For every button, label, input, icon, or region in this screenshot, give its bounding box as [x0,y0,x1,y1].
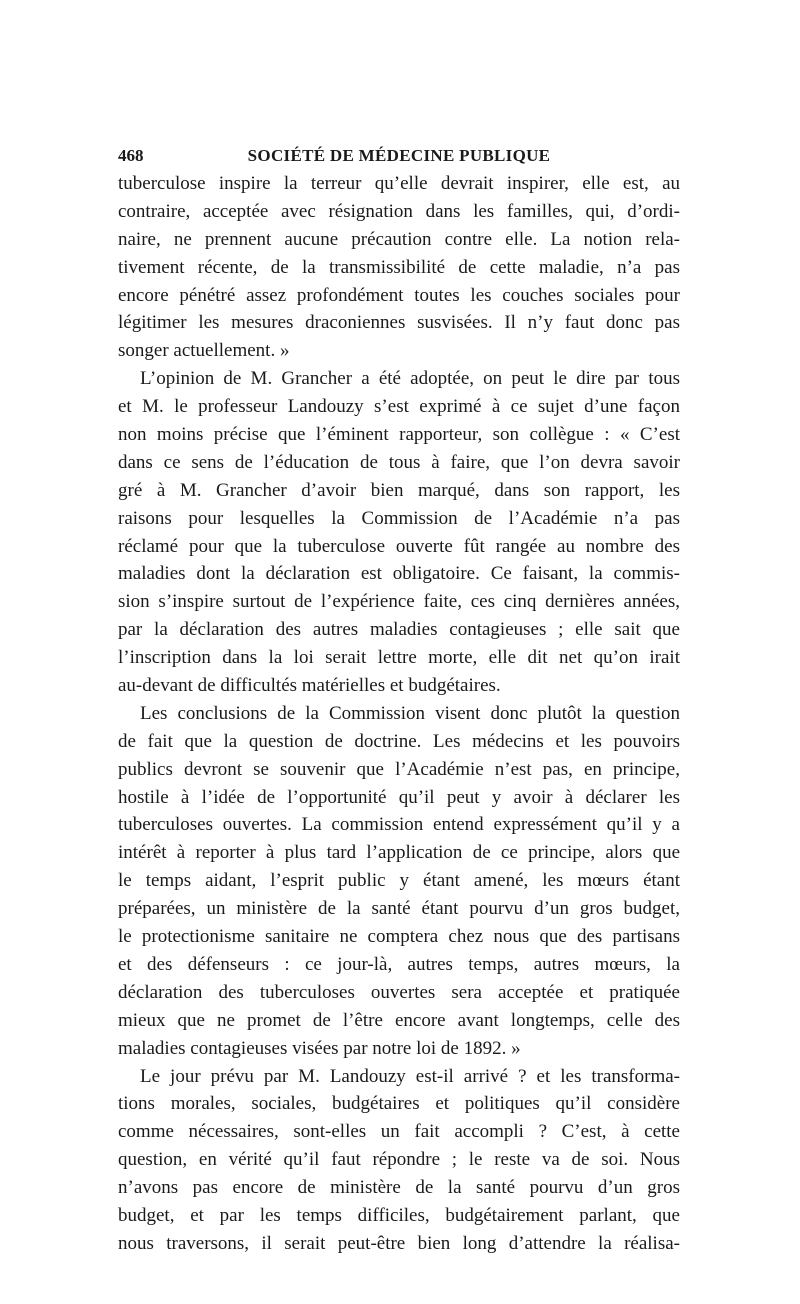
body-text [118,170,680,1258]
text-line: au-devant de difficultés matérielles et budgétaires. [118,675,501,697]
paragraph [118,700,680,1063]
text-line: réclamé pour que la tuberculose ouverte fût rangée au nombre des [118,535,680,557]
text-line: le protectionisme sanitaire ne comptera chez nous que des partisans [118,926,680,948]
text-line: encore pénétré assez profondément toutes les couches sociales pour [118,284,680,306]
text-line: légitimer les mesures draconiennes susvisées. Il n’y faut donc pas [118,312,680,334]
text-line: L’opinion de M. Grancher a été adoptée, on peut le dire par tous [140,368,680,390]
text-line: mieux que ne promet de l’être encore avant longtemps, celle des [118,1009,680,1031]
text-line: sion s’inspire surtout de l’expérience faite, ces cinq dernières années, [118,591,680,613]
text-line: gré à M. Grancher d’avoir bien marqué, dans son rapport, les [118,479,680,501]
text-line: contraire, acceptée avec résignation dans les familles, qui, d’ordi- [118,200,680,222]
text-line: raisons pour lesquelles la Commission de l’Académie n’a pas [118,507,680,529]
text-line: naire, ne prennent aucune précaution contre elle. La notion rela- [118,228,680,250]
text-line: par la déclaration des autres maladies contagieuses ; elle sait que [118,619,680,641]
text-line: et M. le professeur Landouzy s’est exprimé à ce sujet d’une façon [118,396,680,418]
paragraph [118,1063,680,1258]
text-line: le temps aidant, l’esprit public y étant amené, les mœurs étant [118,870,680,892]
page-number: 468 [118,146,144,165]
text-line: comme nécessaires, sont-elles un fait accompli ? C’est, à cette [118,1121,680,1143]
paragraph [118,170,680,365]
text-line: budget, et par les temps difficiles, budgétairement parlant, que [118,1204,680,1226]
text-line: non moins précise que l’éminent rapporteur, son collègue : « C’est [118,424,680,446]
text-line: publics devront se souvenir que l’Académie n’est pas, en principe, [118,758,680,780]
text-line: tions morales, sociales, budgétaires et politiques qu’il considère [118,1093,680,1115]
text-line: nous traversons, il serait peut-être bien long d’attendre la réalisa- [118,1232,680,1254]
paragraph [118,365,680,700]
text-line: Les conclusions de la Commission visent donc plutôt la question [140,702,680,724]
page-header [118,144,680,168]
text-line: hostile à l’idée de l’opportunité qu’il peut y avoir à déclarer les [118,786,680,808]
text-line: de fait que la question de doctrine. Les médecins et les pouvoirs [118,730,680,752]
text-line: question, en vérité qu’il faut répondre ; le reste va de soi. Nous [118,1149,680,1171]
running-title: SOCIÉTÉ DE MÉDECINE PUBLIQUE [247,146,551,165]
text-line: maladies contagieuses visées par notre loi de 1892. » [118,1037,521,1059]
text-line: déclaration des tuberculoses ouvertes sera acceptée et pratiquée [118,981,680,1003]
text-line: tivement récente, de la transmissibilité de cette maladie, n’a pas [118,256,680,278]
text-line: l’inscription dans la loi serait lettre morte, elle dit net qu’on irait [118,647,680,669]
text-line: dans ce sens de l’éducation de tous à faire, que l’on devra savoir [118,451,680,473]
text-line: intérêt à reporter à plus tard l’application de ce principe, alors que [118,842,680,864]
text-line: n’avons pas encore de ministère de la santé pourvu d’un gros [118,1177,680,1199]
text-line: tuberculose inspire la terreur qu’elle devrait inspirer, elle est, au [118,173,680,194]
text-line: Le jour prévu par M. Landouzy est-il arrivé ? et les transforma- [140,1065,680,1087]
text-line: maladies dont la déclaration est obligatoire. Ce faisant, la commis- [118,563,680,585]
text-line: et des défenseurs : ce jour-là, autres temps, autres mœurs, la [118,953,680,975]
text-line: préparées, un ministère de la santé étant pourvu d’un gros budget, [118,898,680,920]
text-line: songer actuellement. » [118,340,290,362]
text-line: tuberculoses ouvertes. La commission entend expressément qu’il y a [118,814,680,836]
